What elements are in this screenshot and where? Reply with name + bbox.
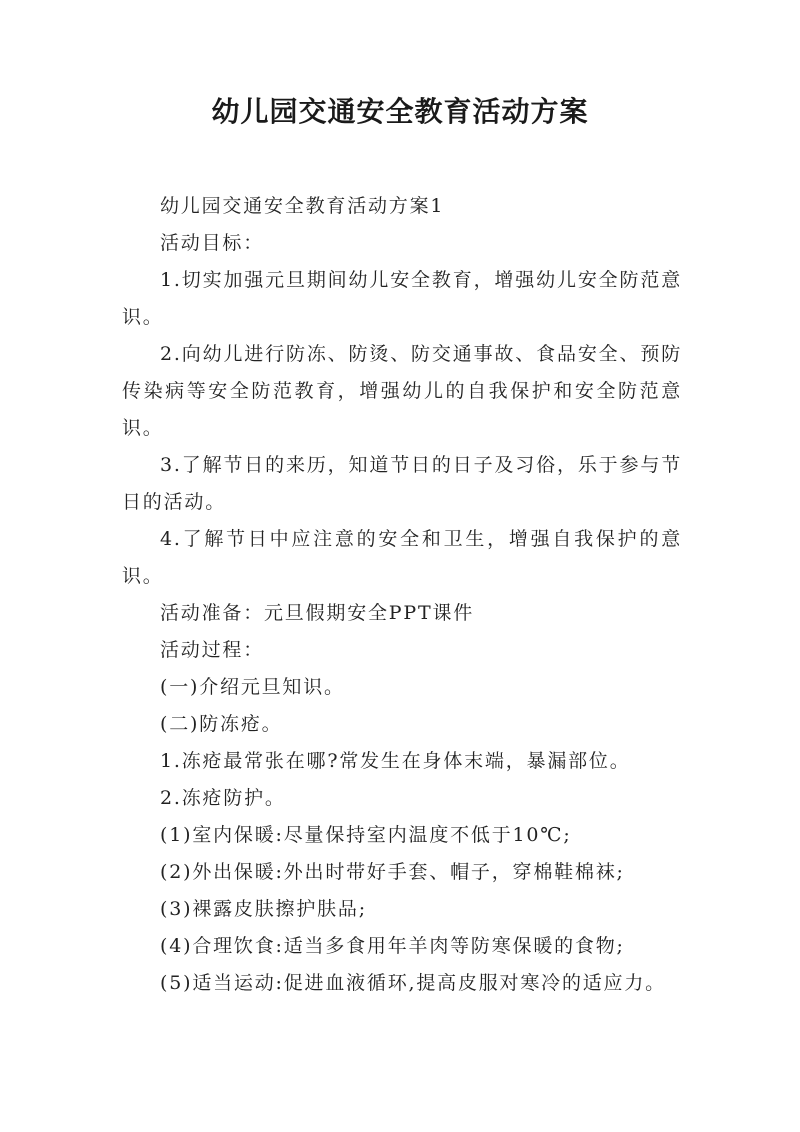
document-body (122, 188, 682, 1002)
paragraph-item-2: 2.冻疮防护。 (160, 787, 286, 809)
paragraph-process-label: 活动过程： (160, 639, 265, 661)
paragraph-goal-3: 3.了解节日的来历，知道节日的日子及习俗，乐于参与节日的活动。 (122, 454, 682, 513)
paragraph-goal-4: 4.了解节日中应注意的安全和卫生，增强自我保护的意识。 (122, 528, 682, 587)
paragraph-item-1: 1.冻疮最常张在哪?常发生在身体末端，暴漏部位。 (160, 750, 631, 772)
paragraph-goal-2: 2.向幼儿进行防冻、防烫、防交通事故、食品安全、预防传染病等安全防范教育，增强幼儿的自我保护和安全防范意识。 (122, 343, 682, 439)
paragraph-preparation: 活动准备：元旦假期安全PPT课件 (160, 602, 475, 624)
paragraph-goals-label: 活动目标： (160, 232, 265, 254)
paragraph-subitem-1: (1)室内保暖:尽量保持室内温度不低于10℃; (160, 824, 572, 846)
paragraph-plan-heading: 幼儿园交通安全教育活动方案1 (160, 195, 445, 217)
paragraph-subitem-4: (4)合理饮食:适当多食用年羊肉等防寒保暖的食物; (160, 935, 625, 957)
paragraph-section-2: (二)防冻疮。 (160, 713, 283, 735)
paragraph-subitem-3: (3)裸露皮肤擦护肤品; (160, 898, 367, 920)
paragraph-goal-1: 1.切实加强元旦期间幼儿安全教育，增强幼儿安全防范意识。 (122, 269, 682, 328)
paragraph-subitem-5: (5)适当运动:促进血液循环,提高皮服对寒冷的适应力。 (160, 972, 666, 994)
paragraph-section-1: (一)介绍元旦知识。 (160, 676, 345, 698)
document-title: 幼儿园交通安全教育活动方案 (211, 95, 589, 128)
paragraph-subitem-2: (2)外出保暖:外出时带好手套、帽子，穿棉鞋棉袜; (160, 861, 625, 883)
